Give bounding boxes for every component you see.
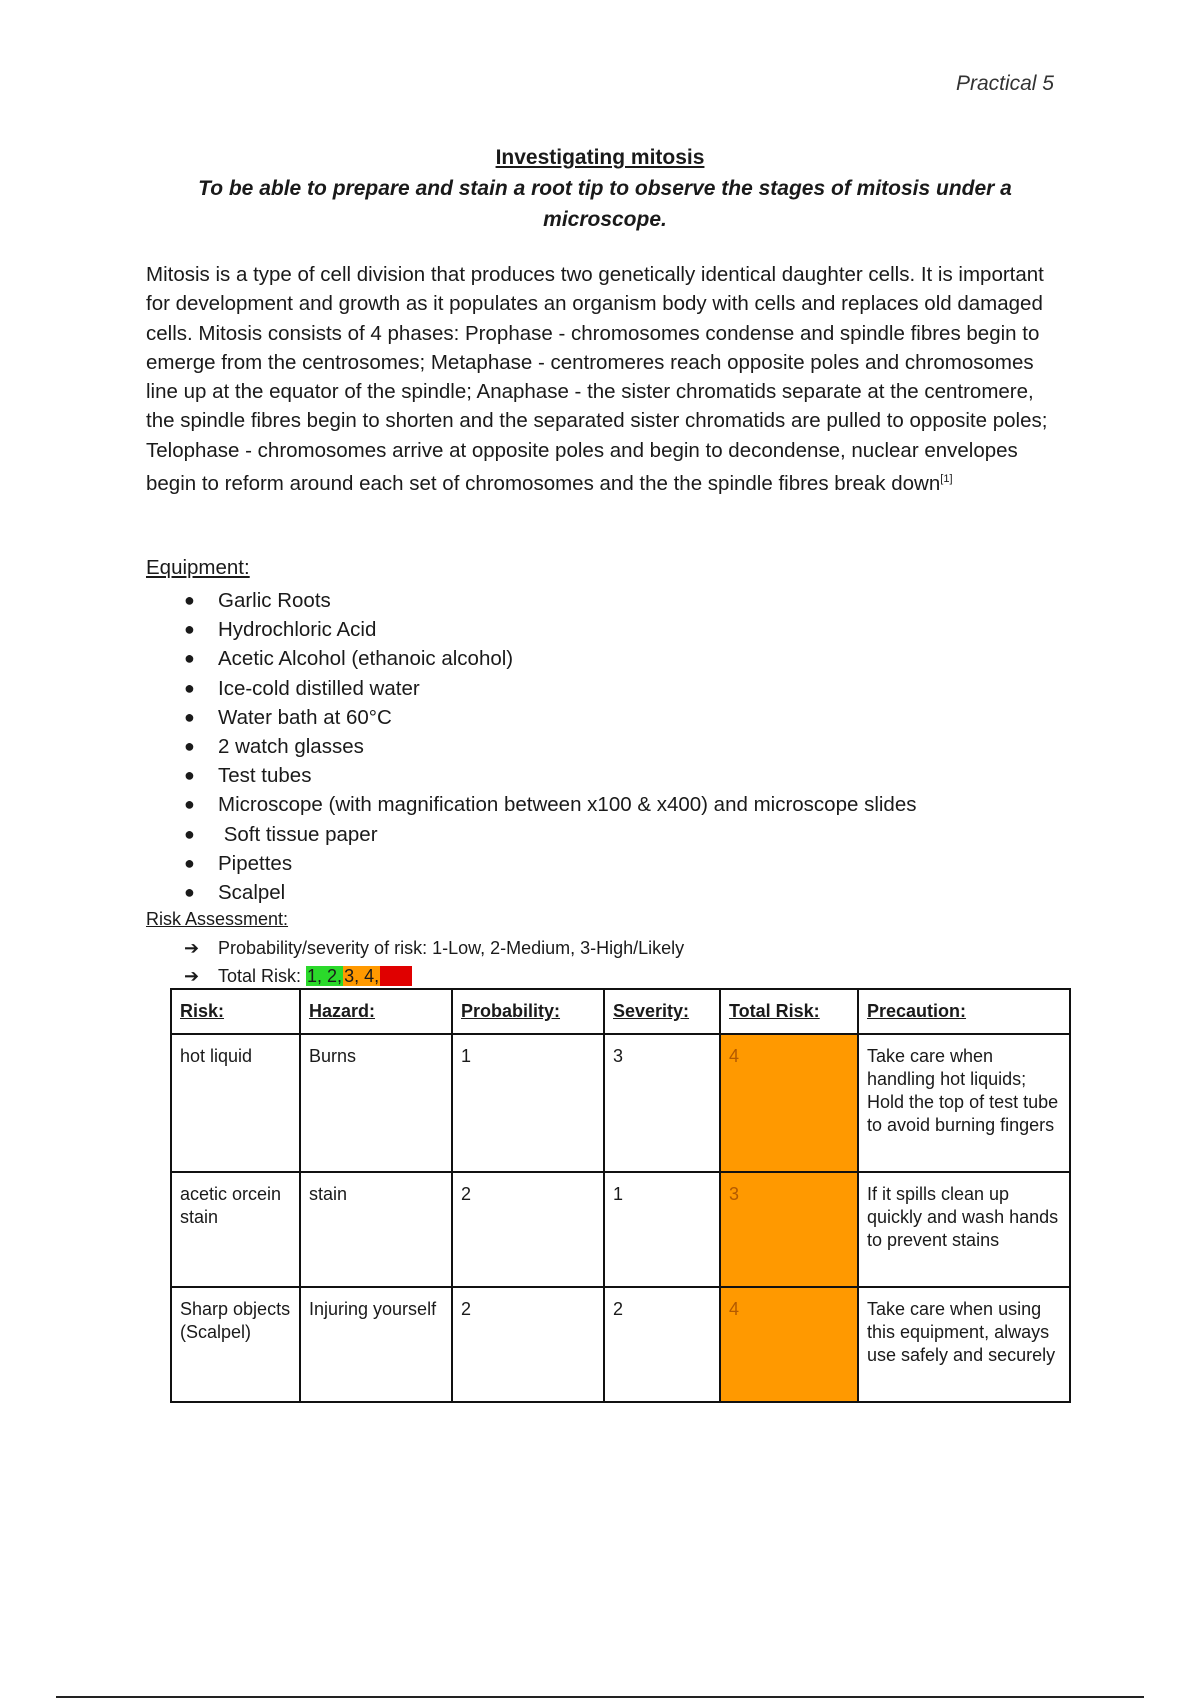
equipment-item-label: Hydrochloric Acid (218, 618, 377, 642)
equipment-item-label: Scalpel (218, 881, 286, 905)
bullet-icon: ● (184, 882, 195, 903)
cell-hazard: Burns (300, 1034, 452, 1172)
list-item (146, 644, 916, 673)
intro-text: Mitosis is a type of cell division that produces two genetically identical daughter cells. It is important for development and growth as it populates an organism body with cells and replaces old damaged cells. Mitosis consists of 4 phases: Prophase - chromosomes condense and spindle fibres begin to emerge from the centrosomes; Metaphase - centromeres reach opposite poles and chromosomes line up at the equator of the spindle; Anaphase - the sister chromatids separate at the centromere, the spindle fibres begin to shorten and the separated sister chromatids are pulled to opposite poles; Telophase - chromosomes arrive at opposite poles and begin to decondense, nuclear envelopes begin to reform around each set of chromosomes and the the spindle fibres break down (146, 263, 1048, 495)
bullet-icon: ● (184, 619, 195, 640)
list-item (146, 878, 916, 907)
cell-hazard: Injuring yourself (300, 1287, 452, 1402)
list-item (146, 761, 916, 790)
cell-risk: acetic orcein stain (171, 1172, 300, 1287)
arrow-right-icon: ➔ (184, 966, 200, 986)
cell-risk: Sharp objects (Scalpel) (171, 1287, 300, 1402)
cell-severity: 3 (604, 1034, 720, 1172)
page-bottom-divider (56, 1696, 1144, 1698)
probability-note: Probability/severity of risk: 1-Low, 2-Medium, 3-High/Likely (218, 938, 685, 958)
bullet-icon: ● (184, 736, 195, 757)
list-item (146, 962, 684, 990)
list-item (146, 674, 916, 703)
equipment-item-label: 2 watch glasses (218, 735, 364, 759)
equipment-item-label: Garlic Roots (218, 589, 331, 612)
bullet-icon: ● (184, 677, 195, 698)
equipment-item-label: Ice-cold distilled water (218, 676, 420, 700)
equipment-item-label: Pipettes (218, 851, 293, 875)
risk-level-high: 6, 9 (381, 966, 412, 986)
bullet-icon: ● (184, 852, 195, 873)
bullet-icon: ● (184, 765, 195, 786)
list-item (146, 615, 916, 644)
equipment-item-label: Water bath at 60°C (218, 705, 392, 729)
list-item (146, 849, 916, 878)
list-item (146, 934, 684, 962)
column-header-probability: Probability: (452, 989, 604, 1034)
cell-hazard: stain (300, 1172, 452, 1287)
list-item (146, 790, 916, 819)
list-item (146, 820, 916, 849)
column-header-precaution: Precaution: (858, 989, 1070, 1034)
list-item (146, 732, 916, 761)
risk-level-medium: 3, 4, (344, 966, 380, 986)
cell-risk: hot liquid (171, 1034, 300, 1172)
arrow-right-icon: ➔ (184, 938, 200, 958)
cell-precaution: Take care when using this equipment, always use safely and securely (858, 1287, 1070, 1402)
column-header-risk: Risk: (171, 989, 300, 1034)
total-risk-label: Total Risk: (218, 966, 307, 986)
table-header-row (171, 989, 1070, 1034)
cell-total-risk: 3 (720, 1172, 858, 1287)
bullet-icon: ● (184, 794, 195, 815)
cell-total-risk: 4 (720, 1287, 858, 1402)
equipment-item-label: Microscope (with magnification between x100 & x400) and microscope slides (218, 793, 917, 817)
cell-severity: 2 (604, 1287, 720, 1402)
list-item (146, 586, 916, 615)
bullet-icon: ● (184, 590, 195, 610)
list-item (146, 703, 916, 732)
equipment-item-label: Test tubes (218, 764, 312, 788)
equipment-list (146, 586, 916, 907)
table-row (171, 1034, 1070, 1172)
bullet-icon: ● (184, 648, 195, 669)
table-row (171, 1172, 1070, 1287)
table-row (171, 1287, 1070, 1402)
column-header-hazard: Hazard: (300, 989, 452, 1034)
cell-probability: 2 (452, 1287, 604, 1402)
cell-precaution: If it spills clean up quickly and wash hands to prevent stains (858, 1172, 1070, 1287)
document-aim: To be able to prepare and stain a root tip to observe the stages of mitosis under a microscope. (198, 177, 1012, 231)
cell-probability: 1 (452, 1034, 604, 1172)
column-header-severity: Severity: (604, 989, 720, 1034)
cell-precaution: Take care when handling hot liquids; Hold the top of test tube to avoid burning fingers (858, 1034, 1070, 1172)
citation-reference[interactable]: [1] (940, 473, 953, 486)
cell-severity: 1 (604, 1172, 720, 1287)
cell-total-risk: 4 (720, 1034, 858, 1172)
equipment-item-label: Soft tissue paper (218, 822, 378, 846)
bullet-icon: ● (184, 706, 195, 727)
equipment-heading: Equipment: (146, 556, 250, 579)
bullet-icon: ● (184, 823, 195, 844)
cell-probability: 2 (452, 1172, 604, 1287)
equipment-item-label: Acetic Alcohol (ethanoic alcohol) (218, 647, 514, 671)
column-header-total-risk: Total Risk: (720, 989, 858, 1034)
practical-number: Practical 5 (955, 72, 1054, 95)
risk-level-low: 1, 2, (307, 966, 343, 986)
risk-table (170, 988, 1071, 1403)
intro-paragraph (146, 260, 1066, 498)
risk-assessment-heading: Risk Assessment: (146, 909, 289, 929)
risk-notes-list (146, 934, 684, 990)
document-title: Investigating mitosis (495, 146, 705, 169)
